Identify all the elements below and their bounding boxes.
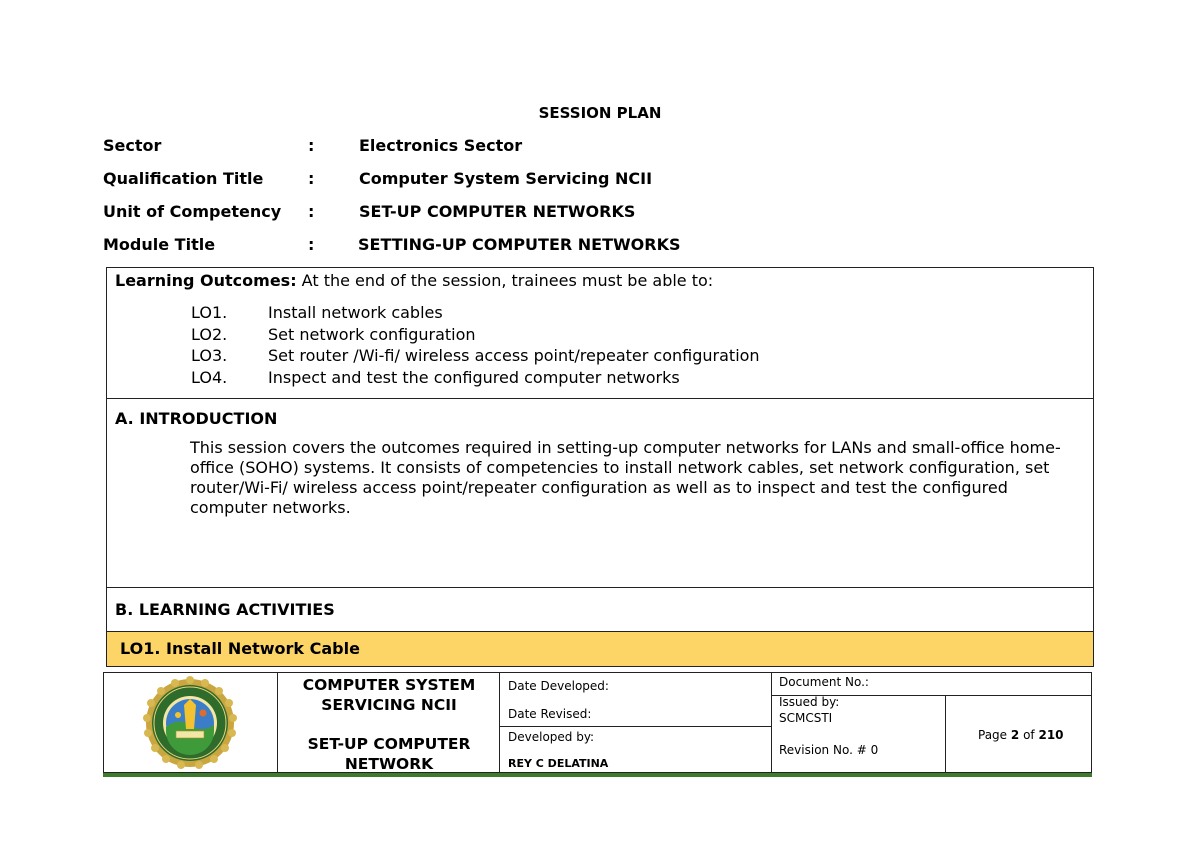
lo-code: LO1.	[191, 303, 228, 322]
page-title: SESSION PLAN	[538, 104, 662, 122]
lo-text: Set network configuration	[268, 324, 476, 344]
learning-activities-heading: B. LEARNING ACTIVITIES	[115, 600, 335, 619]
document-no-label: Document No.:	[779, 675, 869, 689]
meta-value: SETTING-UP COMPUTER NETWORKS	[358, 235, 681, 254]
list-item	[191, 325, 760, 347]
school-seal-icon	[104, 673, 277, 772]
introduction-heading: A. INTRODUCTION	[115, 409, 278, 428]
date-developed-label: Date Developed:	[508, 679, 609, 693]
lo1-bar	[106, 631, 1094, 667]
learning-outcomes-box	[106, 267, 1094, 399]
meta-colon: :	[308, 235, 315, 254]
learning-outcomes-list	[191, 303, 760, 390]
meta-label: Qualification Title	[103, 169, 264, 188]
page-total: 210	[1038, 728, 1064, 742]
meta-value: Computer System Servicing NCII	[359, 169, 653, 188]
page-current: 2	[1010, 728, 1020, 742]
learning-outcomes-heading: Learning Outcomes:	[115, 271, 297, 290]
logo-cell	[104, 673, 277, 772]
developed-by-label: Developed by:	[508, 730, 595, 744]
meta-label: Unit of Competency	[103, 202, 282, 221]
unit-line: NETWORK	[344, 755, 434, 773]
learning-outcomes-intro: At the end of the session, trainees must be able to:	[296, 271, 714, 290]
lo-text: Set router /Wi-fi/ wireless access point/repeater configuration	[268, 346, 760, 366]
list-item	[191, 346, 760, 368]
document-footer	[103, 672, 1092, 773]
learning-activities-box	[106, 587, 1094, 632]
list-item	[191, 368, 760, 390]
issuer-name: SCMCSTI	[779, 711, 833, 725]
lo-text: Install network cables	[268, 303, 443, 322]
list-item	[191, 303, 760, 325]
learning-outcomes-header	[115, 271, 713, 290]
date-revised-label: Date Revised:	[508, 707, 592, 721]
lo-code: LO2.	[191, 324, 228, 344]
lo-text: Inspect and test the configured computer networks	[268, 368, 680, 388]
introduction-text: This session covers the outcomes required in setting-up computer networks for LANs and small-office home-office (SOHO) systems. It consists of competencies to install network cables, set network configuration, set router/Wi-Fi/ wireless access point/repeater configuration as well as to inspect and test the configured computer networks.	[190, 438, 1061, 517]
meta-colon: :	[308, 169, 315, 188]
lo1-heading: LO1. Install Network Cable	[120, 639, 360, 658]
page-of: of	[1023, 728, 1035, 742]
unit-line: SET-UP COMPUTER	[307, 735, 471, 753]
meta-label: Module Title	[103, 235, 216, 254]
course-line: COMPUTER SYSTEM	[302, 676, 476, 694]
meta-colon: :	[308, 202, 315, 221]
lo-code: LO4.	[191, 368, 228, 388]
course-line: SERVICING NCII	[321, 696, 457, 714]
page-number	[978, 728, 1064, 742]
issued-by-label: Issued by:	[779, 695, 840, 709]
meta-value: SET-UP COMPUTER NETWORKS	[359, 202, 636, 221]
introduction-box	[106, 398, 1094, 588]
meta-colon: :	[308, 136, 315, 155]
page-label: Page	[978, 728, 1008, 742]
meta-label: Sector	[103, 136, 162, 155]
footer-green-rule	[103, 773, 1092, 777]
meta-value: Electronics Sector	[359, 136, 523, 155]
developer-name: REY C DELATINA	[508, 757, 609, 770]
lo-code: LO3.	[191, 346, 228, 366]
revision-number: Revision No. # 0	[779, 743, 879, 757]
course-title	[278, 675, 500, 715]
unit-title	[278, 734, 500, 774]
